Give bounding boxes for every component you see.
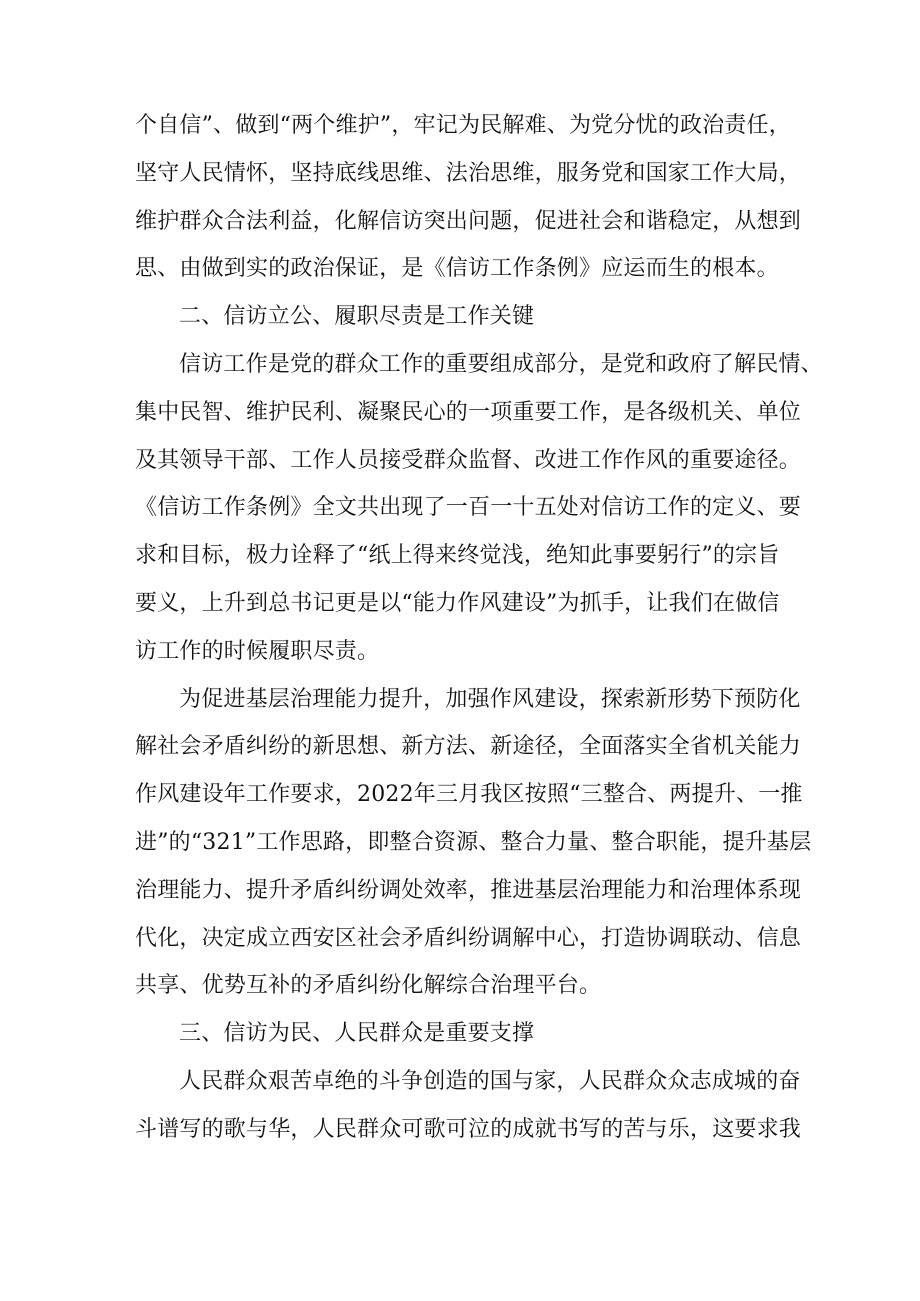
text-line: 三、信访为民、人民群众是重要支撑 [179, 1021, 535, 1047]
text-line: 进”的“321”工作思路，即整合资源、整合力量、整合职能，提升基层 [135, 829, 812, 855]
text-line: 坚守人民情怀，坚持底线思维、法治思维，服务党和国家工作大局， [135, 160, 802, 186]
text-line: 人民群众艰苦卓绝的斗争创造的国与家，人民群众众志成城的奋 [179, 1068, 801, 1094]
text-line: 集中民智、维护民利、凝聚民心的一项重要工作，是各级机关、单位 [135, 399, 802, 425]
text-line: 信访工作是党的群众工作的重要组成部分，是党和政府了解民情、 [179, 351, 823, 377]
text-line: 维护群众合法利益，化解信访突出问题，促进社会和谐稳定，从想到 [135, 208, 802, 234]
text-line: 作风建设年工作要求，2022年三月我区按照“三整合、两提升、一推 [135, 782, 803, 808]
text-line: 为促进基层治理能力提升，加强作风建设，探索新形势下预防化 [179, 686, 801, 712]
text-line: 要义，上升到总书记更是以“能力作风建设”为抓手，让我们在做信 [135, 590, 780, 616]
text-line: 治理能力、提升矛盾纠纷调处效率，推进基层治理能力和治理体系现 [135, 877, 802, 903]
text-line: 代化，决定成立西安区社会矛盾纠纷调解中心，打造协调联动、信息 [135, 925, 802, 951]
text-line: 斗谱写的歌与华，人民群众可歌可泣的成就书写的苦与乐，这要求我 [135, 1116, 802, 1142]
text-line: 个自信”、做到“两个维护”，牢记为民解难、为党分忧的政治责任， [135, 113, 791, 138]
text-line: 共享、优势互补的矛盾纠纷化解综合治理平台。 [135, 973, 602, 999]
text-line: 及其领导干部、工作人员接受群众监督、改进工作作风的重要途径。 [135, 447, 802, 473]
text-line: 二、信访立公、履职尽责是工作关键 [179, 304, 535, 330]
text-line: 思、由做到实的政治保证，是《信访工作条例》应运而生的根本。 [135, 256, 779, 282]
text-line: 《信访工作条例》全文共出现了一百一十五处对信访工作的定义、要 [135, 495, 802, 521]
text-line: 访工作的时候履职尽责。 [135, 638, 380, 664]
text-line: 解社会矛盾纠纷的新思想、新方法、新途径，全面落实全省机关能力 [135, 734, 802, 760]
text-line: 求和目标，极力诠释了“纸上得来终觉浅，绝知此事要躬行”的宗旨 [135, 543, 780, 569]
document-body [135, 102, 823, 1154]
